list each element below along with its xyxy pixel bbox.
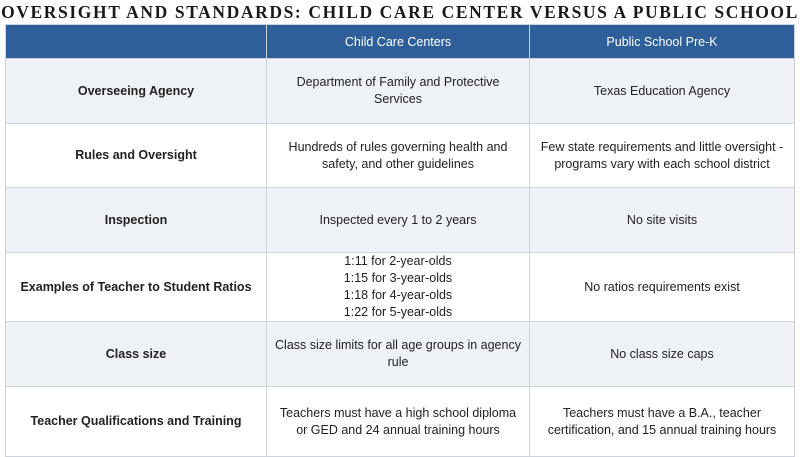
table-row (6, 322, 795, 387)
row-label: Overseeing Agency (6, 59, 267, 124)
row-label: Rules and Oversight (6, 124, 267, 188)
child-care-cell: Class size limits for all age groups in agency rule (267, 322, 530, 387)
table-row (6, 59, 795, 124)
pre-k-cell: Teachers must have a B.A., teacher certification, and 15 annual training hours (530, 387, 795, 457)
pre-k-cell: Texas Education Agency (530, 59, 795, 124)
pre-k-cell: No class size caps (530, 322, 795, 387)
row-label: Class size (6, 322, 267, 387)
header-empty (6, 25, 267, 59)
child-care-cell: Inspected every 1 to 2 years (267, 188, 530, 253)
child-care-cell (267, 253, 530, 322)
ratio-line: 1:11 for 2-year-olds (344, 254, 452, 268)
table-row (6, 253, 795, 322)
ratio-line: 1:22 for 5-year-olds (343, 305, 453, 319)
row-label: Teacher Qualifications and Training (6, 387, 267, 457)
table-row (6, 188, 795, 253)
page-title: OVERSIGHT AND STANDARDS: CHILD CARE CENTER VERSUS A PUBLIC SCHOOL (1, 2, 799, 22)
pre-k-cell: No ratios requirements exist (530, 253, 795, 322)
pre-k-cell: Few state requirements and little oversight - programs vary with each school district (530, 124, 795, 188)
child-care-cell: Teachers must have a high school diploma or GED and 24 annual training hours (267, 387, 530, 457)
table-row (6, 124, 795, 188)
table-row (6, 387, 795, 457)
header-public-school-pre-k: Public School Pre-K (530, 25, 795, 59)
ratio-line: 1:15 for 3-year-olds (343, 271, 453, 285)
row-label: Inspection (6, 188, 267, 253)
child-care-cell: Department of Family and Protective Services (267, 59, 530, 124)
pre-k-cell: No site visits (530, 188, 795, 253)
table-header-row (6, 25, 795, 59)
ratio-line: 1:18 for 4-year-olds (343, 288, 453, 302)
header-child-care-centers: Child Care Centers (267, 25, 530, 59)
comparison-table (5, 24, 795, 457)
child-care-cell: Hundreds of rules governing health and safety, and other guidelines (267, 124, 530, 188)
row-label: Examples of Teacher to Student Ratios (6, 253, 267, 322)
